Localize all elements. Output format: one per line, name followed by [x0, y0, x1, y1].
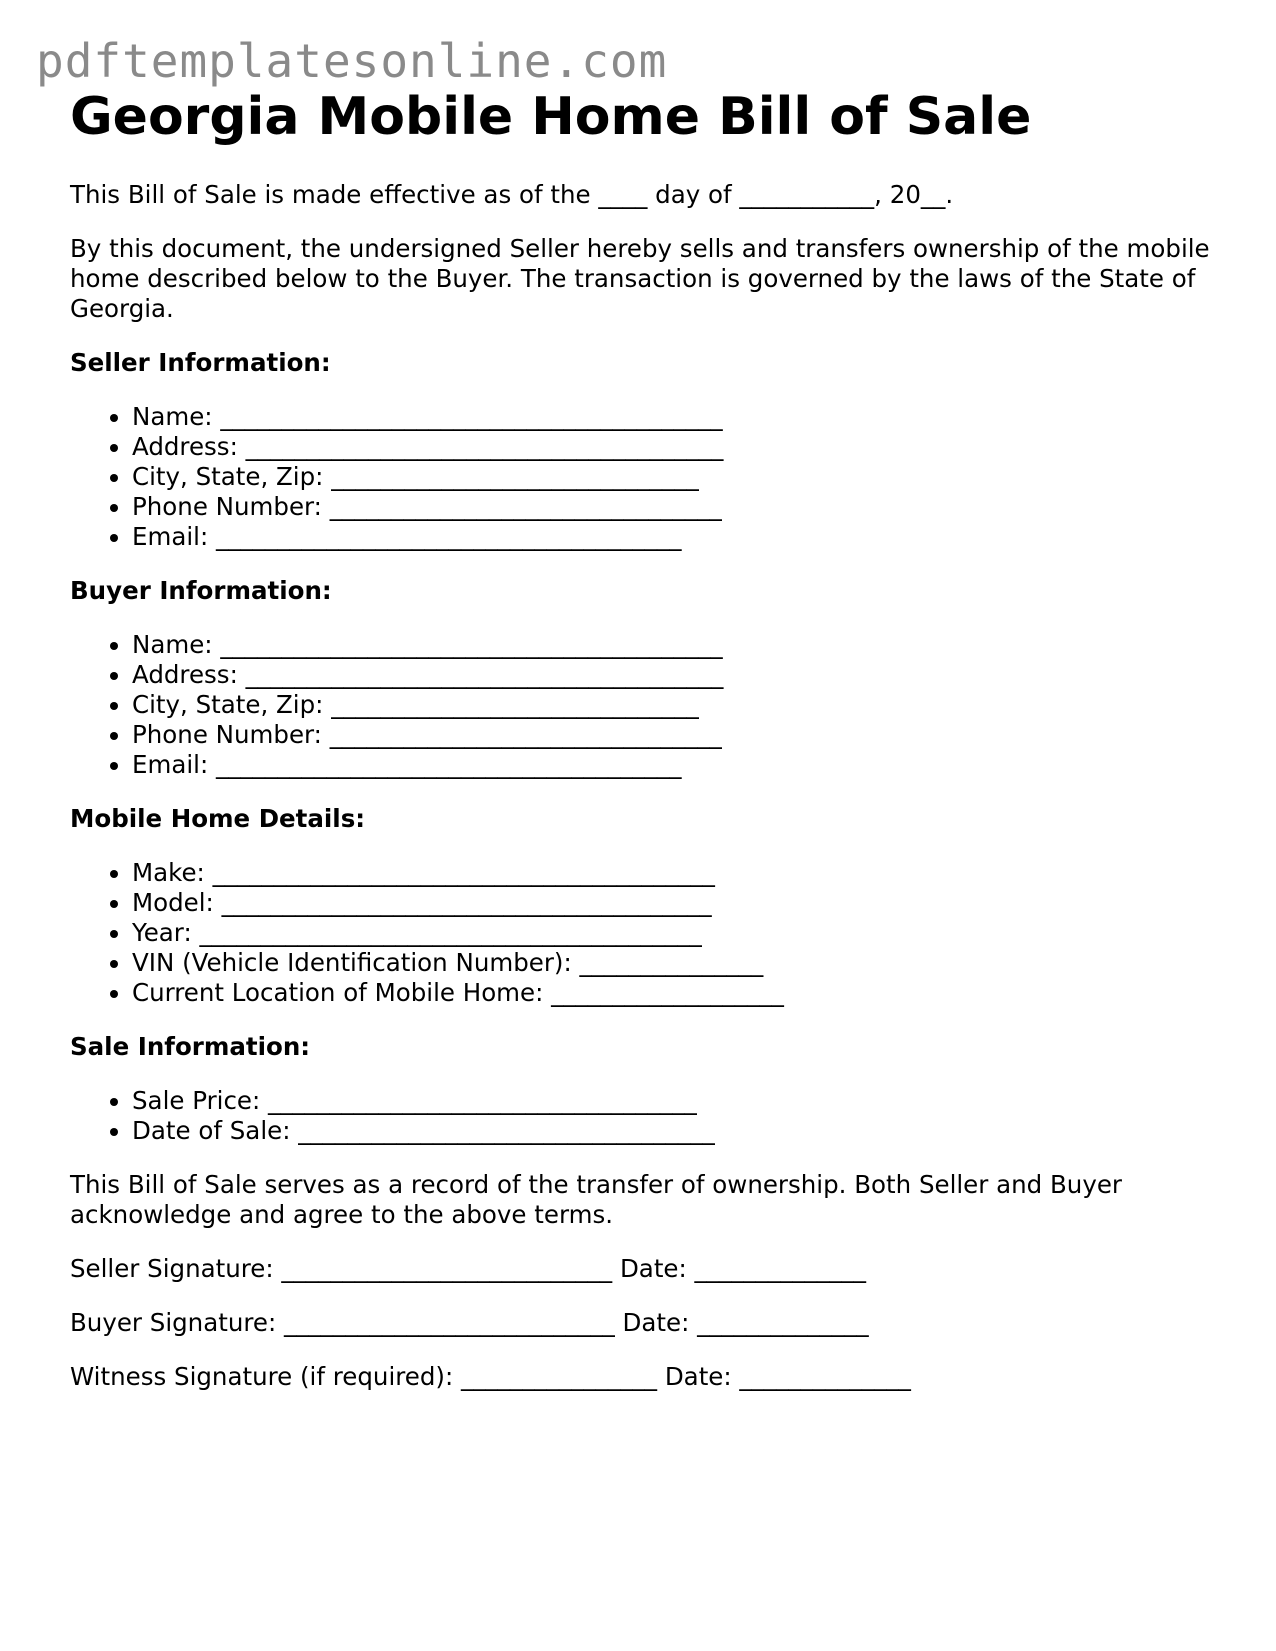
witness-signature-line: Witness Signature (if required): ________________ Date: ______________	[70, 1362, 911, 1391]
effective-date-line: This Bill of Sale is made effective as of the ____ day of ___________, 20__.	[70, 180, 954, 209]
seller-phone-field: • Phone Number: ________________________________	[132, 492, 1220, 522]
location-field: • Current Location of Mobile Home: ___________________	[132, 978, 1220, 1008]
buyer-city-state-zip-field: • City, State, Zip: ______________________________	[132, 690, 1220, 720]
closing-paragraph: This Bill of Sale serves as a record of the transfer of ownership. Both Seller and Buyer acknowledge and agree to the above terms.	[70, 1170, 1122, 1229]
watermark: pdftemplatesonline.com	[36, 34, 668, 88]
date-of-sale-field: • Date of Sale: __________________________________	[132, 1116, 1220, 1146]
seller-heading: Seller Information:	[70, 348, 331, 377]
seller-signature-line: Seller Signature: ___________________________ Date: ______________	[70, 1254, 867, 1283]
buyer-heading: Buyer Information:	[70, 576, 332, 605]
page-title: Georgia Mobile Home Bill of Sale	[70, 87, 1032, 147]
seller-email-field: • Email: ______________________________________	[132, 522, 1220, 552]
seller-list	[70, 402, 1220, 552]
buyer-signature-line: Buyer Signature: ___________________________ Date: ______________	[70, 1308, 869, 1337]
intro-paragraph: By this document, the undersigned Seller hereby sells and transfers ownership of the mobile home described below to the Buyer. The transaction is governed by the laws of the State of Georgia.	[70, 234, 1210, 323]
sale-heading: Sale Information:	[70, 1032, 311, 1061]
vin-field: • VIN (Vehicle Identification Number): _______________	[132, 948, 1220, 978]
make-field: • Make: _________________________________________	[132, 858, 1220, 888]
mobile-home-list	[70, 858, 1220, 1008]
year-field: • Year: _________________________________________	[132, 918, 1220, 948]
buyer-address-field: • Address: _______________________________________	[132, 660, 1220, 690]
buyer-list	[70, 630, 1220, 780]
sale-price-field: • Sale Price: ___________________________________	[132, 1086, 1220, 1116]
model-field: • Model: ________________________________________	[132, 888, 1220, 918]
seller-name-field: • Name: _________________________________________	[132, 402, 1220, 432]
mobile-home-heading: Mobile Home Details:	[70, 804, 366, 833]
seller-address-field: • Address: _______________________________________	[132, 432, 1220, 462]
seller-city-state-zip-field: • City, State, Zip: ______________________________	[132, 462, 1220, 492]
buyer-email-field: • Email: ______________________________________	[132, 750, 1220, 780]
sale-list	[70, 1086, 1220, 1146]
document-body	[70, 180, 1220, 1416]
buyer-name-field: • Name: _________________________________________	[132, 630, 1220, 660]
buyer-phone-field: • Phone Number: ________________________________	[132, 720, 1220, 750]
